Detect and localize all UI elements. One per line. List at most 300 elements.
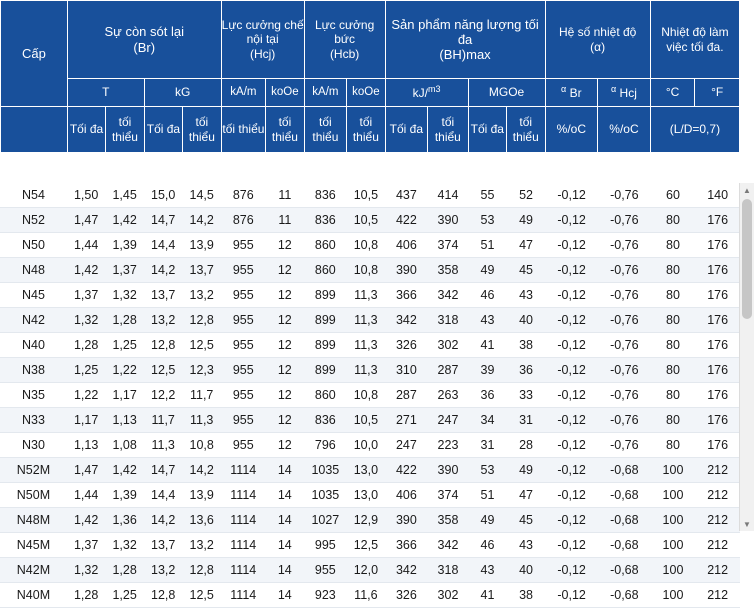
cell-hcb_kam: 836: [304, 183, 347, 208]
cell-hcb_kam: 899: [304, 358, 347, 383]
table-row: [0, 508, 740, 533]
cell-br_t_max: 1,32: [67, 308, 106, 333]
cell-grade: N54: [0, 183, 67, 208]
header-minmax-kj-min: tối thiểu: [428, 107, 468, 153]
cell-bh_kj_min: 390: [428, 458, 469, 483]
cell-br_kg_min: 11,3: [182, 408, 221, 433]
cell-bh_mg_min: 45: [507, 508, 546, 533]
header-group-hcb-line2: (Hcb): [329, 46, 360, 61]
cell-a_br: -0,12: [545, 383, 598, 408]
cell-hcb_kooe: 12,0: [347, 558, 386, 583]
table-row: [0, 283, 740, 308]
cell-a_br: -0,12: [545, 258, 598, 283]
cell-bh_kj_max: 342: [385, 308, 428, 333]
cell-bh_kj_max: 310: [385, 358, 428, 383]
cell-a_hcj: -0,76: [598, 283, 651, 308]
cell-bh_mg_max: 51: [468, 233, 507, 258]
cell-br_t_min: 1,28: [105, 308, 144, 333]
table-body-scroll-area[interactable]: [0, 183, 754, 602]
cell-br_kg_max: 14,7: [144, 458, 183, 483]
header-group-temp-line1: Nhiệt độ làm việc tối đa.: [661, 25, 729, 54]
header-minmax-hcj-kam: tối thiểu: [221, 107, 266, 153]
cell-bh_kj_max: 366: [385, 283, 428, 308]
cell-br_t_min: 1,39: [105, 233, 144, 258]
cell-bh_kj_min: 223: [428, 433, 469, 458]
cell-tf: 176: [695, 433, 740, 458]
cell-br_kg_max: 14,7: [144, 208, 183, 233]
cell-tc: 80: [651, 283, 696, 308]
cell-br_t_min: 1,32: [105, 283, 144, 308]
cell-hcb_kam: 860: [304, 383, 347, 408]
cell-grade: N30: [0, 433, 67, 458]
cell-a_hcj: -0,76: [598, 433, 651, 458]
cell-a_br: -0,12: [545, 208, 598, 233]
cell-bh_mg_min: 45: [507, 258, 546, 283]
header-minmax-kj-max: Tối đa: [385, 107, 428, 153]
cell-a_br: -0,12: [545, 358, 598, 383]
cell-br_kg_max: 11,3: [144, 433, 183, 458]
cell-hcj_kooe: 14: [266, 483, 305, 508]
cell-hcj_kam: 955: [221, 358, 266, 383]
cell-a_hcj: -0,76: [598, 333, 651, 358]
cell-hcj_kam: 1114: [221, 533, 266, 558]
cell-bh_mg_max: 36: [468, 383, 507, 408]
cell-bh_kj_max: 422: [385, 208, 428, 233]
cell-br_t_min: 1,39: [105, 483, 144, 508]
cell-hcj_kam: 955: [221, 308, 266, 333]
cell-br_t_max: 1,37: [67, 283, 106, 308]
table-row: [0, 208, 740, 233]
cell-bh_kj_max: 437: [385, 183, 428, 208]
header-unit-hcj-kooe: koOe: [266, 79, 304, 107]
cell-bh_mg_max: 43: [468, 308, 507, 333]
cell-grade: N48M: [0, 508, 67, 533]
cell-tc: 100: [651, 508, 696, 533]
table-row: [0, 483, 740, 508]
cell-bh_mg_min: 40: [507, 558, 546, 583]
cell-hcb_kooe: 10,8: [347, 233, 386, 258]
header-unit-fahrenheit: °F: [695, 79, 740, 107]
header-minmax-mg-max: Tối đa: [468, 107, 506, 153]
cell-tf: 176: [695, 208, 740, 233]
cell-hcj_kam: 955: [221, 383, 266, 408]
cell-br_t_min: 1,25: [105, 583, 144, 608]
cell-br_kg_min: 12,8: [182, 558, 221, 583]
cell-tf: 176: [695, 333, 740, 358]
cell-hcj_kam: 1114: [221, 583, 266, 608]
table-row: [0, 433, 740, 458]
cell-br_t_max: 1,42: [67, 508, 106, 533]
cell-br_kg_max: 12,8: [144, 583, 183, 608]
cell-hcj_kam: 955: [221, 233, 266, 258]
cell-bh_mg_max: 41: [468, 583, 507, 608]
scrollbar-thumb[interactable]: [742, 199, 752, 319]
cell-tf: 212: [695, 533, 740, 558]
cell-hcj_kooe: 14: [266, 508, 305, 533]
cell-br_kg_min: 12,3: [182, 358, 221, 383]
cell-a_hcj: -0,76: [598, 208, 651, 233]
cell-br_kg_max: 12,2: [144, 383, 183, 408]
cell-br_kg_min: 12,8: [182, 308, 221, 333]
cell-bh_kj_max: 271: [385, 408, 428, 433]
header-minmax-br-kg-min: tối thiểu: [183, 107, 221, 153]
cell-br_t_min: 1,42: [105, 208, 144, 233]
header-unit-kj-label: kJ/: [412, 86, 428, 101]
header-unit-alpha-br: $^\alpha$ Br: [545, 79, 598, 107]
table-row: [0, 383, 740, 408]
cell-br_t_max: 1,22: [67, 383, 106, 408]
cell-a_hcj: -0,68: [598, 583, 651, 608]
header-grade: Cấp: [1, 1, 68, 107]
table-row: [0, 233, 740, 258]
cell-hcb_kooe: 10,5: [347, 183, 386, 208]
cell-bh_kj_min: 302: [428, 583, 469, 608]
cell-bh_kj_max: 326: [385, 333, 428, 358]
cell-br_kg_max: 13,2: [144, 558, 183, 583]
cell-br_t_min: 1,28: [105, 558, 144, 583]
header-group-temp: [650, 1, 739, 79]
cell-hcj_kooe: 11: [266, 183, 305, 208]
cell-hcj_kooe: 12: [266, 433, 305, 458]
cell-a_br: -0,12: [545, 308, 598, 333]
header-minmax-hcb-kam: tối thiểu: [304, 107, 347, 153]
header-minmax-br-kg-max: Tối đa: [144, 107, 182, 153]
cell-tf: 176: [695, 383, 740, 408]
cell-br_kg_min: 14,5: [182, 183, 221, 208]
scroll-down-arrow-icon[interactable]: ▼: [740, 517, 754, 531]
cell-grade: N45M: [0, 533, 67, 558]
cell-br_t_min: 1,45: [105, 183, 144, 208]
cell-bh_mg_max: 39: [468, 358, 507, 383]
cell-a_br: -0,12: [545, 583, 598, 608]
cell-br_t_min: 1,36: [105, 508, 144, 533]
cell-a_br: -0,12: [545, 458, 598, 483]
cell-hcj_kooe: 12: [266, 333, 305, 358]
cell-hcb_kooe: 11,3: [347, 283, 386, 308]
cell-a_br: -0,12: [545, 533, 598, 558]
header-group-bhmax-line2: (BH)max: [439, 47, 491, 63]
cell-br_t_max: 1,44: [67, 233, 106, 258]
cell-bh_kj_min: 358: [428, 258, 469, 283]
cell-hcj_kam: 876: [221, 208, 266, 233]
cell-bh_mg_max: 46: [468, 283, 507, 308]
cell-tc: 100: [651, 458, 696, 483]
header-group-br: [67, 1, 221, 79]
cell-bh_mg_min: 43: [507, 283, 546, 308]
cell-hcb_kam: 1035: [304, 483, 347, 508]
cell-hcj_kam: 955: [221, 433, 266, 458]
cell-tf: 176: [695, 233, 740, 258]
cell-bh_mg_max: 46: [468, 533, 507, 558]
cell-bh_kj_min: 390: [428, 208, 469, 233]
vertical-scrollbar[interactable]: [739, 183, 754, 531]
header-minmax-alpha-br-unit: %/oC: [545, 107, 598, 153]
header-minmax-alpha-hcj-unit: %/oC: [598, 107, 651, 153]
header-unit-alpha-hcj: $^\alpha$ Hcj: [598, 79, 651, 107]
cell-bh_mg_max: 55: [468, 183, 507, 208]
cell-hcj_kooe: 12: [266, 308, 305, 333]
cell-a_br: -0,12: [545, 333, 598, 358]
cell-bh_mg_max: 31: [468, 433, 507, 458]
cell-grade: N52: [0, 208, 67, 233]
header-group-alpha-line1: Hệ số nhiệt độ: [558, 25, 637, 40]
cell-hcb_kam: 899: [304, 283, 347, 308]
cell-br_t_max: 1,28: [67, 583, 106, 608]
cell-grade: N38: [0, 358, 67, 383]
cell-hcb_kam: 860: [304, 258, 347, 283]
cell-hcj_kooe: 12: [266, 358, 305, 383]
cell-br_kg_min: 11,7: [182, 383, 221, 408]
cell-bh_kj_max: 366: [385, 533, 428, 558]
cell-tc: 80: [651, 333, 696, 358]
cell-tf: 212: [695, 508, 740, 533]
cell-bh_kj_min: 318: [428, 308, 469, 333]
cell-br_kg_max: 15,0: [144, 183, 183, 208]
cell-hcb_kooe: 12,5: [347, 533, 386, 558]
header-unit-kj: [385, 79, 468, 107]
cell-grade: N52M: [0, 458, 67, 483]
header-minmax-mg-min: tối thiểu: [507, 107, 545, 153]
cell-bh_mg_max: 53: [468, 458, 507, 483]
cell-br_kg_min: 13,7: [182, 258, 221, 283]
header-unit-hcb-kooe: koOe: [347, 79, 385, 107]
cell-bh_mg_min: 52: [507, 183, 546, 208]
cell-br_kg_min: 12,5: [182, 333, 221, 358]
cell-a_br: -0,12: [545, 483, 598, 508]
header-unit-hcb-kam: kA/m: [304, 79, 347, 107]
header-minmax-br-t-max: Tối đa: [67, 107, 105, 153]
header-minmax-br-t-min: tối thiểu: [106, 107, 144, 153]
cell-br_kg_max: 14,2: [144, 258, 183, 283]
cell-bh_kj_min: 374: [428, 483, 469, 508]
cell-hcb_kam: 860: [304, 233, 347, 258]
cell-bh_mg_min: 49: [507, 458, 546, 483]
cell-hcb_kam: 955: [304, 558, 347, 583]
cell-bh_mg_max: 41: [468, 333, 507, 358]
cell-bh_mg_max: 49: [468, 258, 507, 283]
cell-br_kg_max: 13,7: [144, 283, 183, 308]
cell-hcj_kam: 1114: [221, 558, 266, 583]
cell-tc: 100: [651, 533, 696, 558]
cell-grade: N42: [0, 308, 67, 333]
header-group-bhmax: [385, 1, 545, 79]
cell-a_hcj: -0,76: [598, 408, 651, 433]
cell-br_kg_min: 13,9: [182, 233, 221, 258]
cell-a_hcj: -0,68: [598, 558, 651, 583]
cell-a_hcj: -0,68: [598, 458, 651, 483]
cell-tf: 176: [695, 308, 740, 333]
cell-tf: 176: [695, 358, 740, 383]
cell-tc: 80: [651, 433, 696, 458]
cell-tc: 80: [651, 233, 696, 258]
cell-br_t_min: 1,22: [105, 358, 144, 383]
cell-hcj_kooe: 14: [266, 558, 305, 583]
cell-br_t_min: 1,13: [105, 408, 144, 433]
cell-tc: 100: [651, 558, 696, 583]
cell-bh_mg_min: 38: [507, 333, 546, 358]
cell-a_br: -0,12: [545, 283, 598, 308]
cell-tc: 80: [651, 208, 696, 233]
cell-tf: 212: [695, 458, 740, 483]
cell-a_hcj: -0,76: [598, 258, 651, 283]
cell-grade: N40M: [0, 583, 67, 608]
cell-br_t_min: 1,37: [105, 258, 144, 283]
cell-hcb_kooe: 13,0: [347, 458, 386, 483]
table-row: [0, 258, 740, 283]
cell-hcb_kooe: 11,3: [347, 333, 386, 358]
cell-bh_mg_min: 40: [507, 308, 546, 333]
cell-hcb_kooe: 11,3: [347, 358, 386, 383]
cell-br_kg_max: 13,7: [144, 533, 183, 558]
cell-hcj_kooe: 12: [266, 383, 305, 408]
cell-hcj_kooe: 12: [266, 283, 305, 308]
header-group-bhmax-line1: Sản phẩm năng lượng tối đa: [391, 16, 539, 47]
cell-bh_mg_min: 38: [507, 583, 546, 608]
cell-a_hcj: -0,76: [598, 233, 651, 258]
cell-hcj_kooe: 14: [266, 533, 305, 558]
cell-br_t_max: 1,28: [67, 333, 106, 358]
cell-br_kg_max: 13,2: [144, 308, 183, 333]
cell-grade: N40: [0, 333, 67, 358]
cell-br_t_min: 1,32: [105, 533, 144, 558]
header-unit-t: T: [67, 79, 144, 107]
cell-bh_kj_max: 390: [385, 258, 428, 283]
cell-a_br: -0,12: [545, 508, 598, 533]
cell-bh_kj_min: 342: [428, 533, 469, 558]
cell-tc: 60: [651, 183, 696, 208]
cell-hcj_kam: 955: [221, 283, 266, 308]
cell-bh_kj_max: 342: [385, 558, 428, 583]
cell-a_br: -0,12: [545, 408, 598, 433]
cell-grade: N35: [0, 383, 67, 408]
cell-br_t_max: 1,50: [67, 183, 106, 208]
cell-hcj_kam: 955: [221, 408, 266, 433]
cell-hcb_kooe: 10,0: [347, 433, 386, 458]
header-group-hcj: [221, 1, 304, 79]
header-group-hcb: [304, 1, 385, 79]
cell-bh_kj_max: 390: [385, 508, 428, 533]
cell-a_br: -0,12: [545, 558, 598, 583]
cell-a_br: -0,12: [545, 183, 598, 208]
cell-hcj_kam: 955: [221, 258, 266, 283]
header-group-hcj-line1: Lực cưởng chế nội tại: [221, 18, 304, 47]
header-group-hcb-line1: Lực cưởng bức: [314, 18, 375, 47]
cell-br_kg_min: 10,8: [182, 433, 221, 458]
cell-tc: 100: [651, 483, 696, 508]
table-row: [0, 408, 740, 433]
cell-hcj_kooe: 12: [266, 233, 305, 258]
scroll-up-arrow-icon[interactable]: ▲: [740, 183, 754, 197]
cell-br_t_min: 1,08: [105, 433, 144, 458]
header-unit-kj-sup: m3: [428, 84, 441, 95]
cell-grade: N50M: [0, 483, 67, 508]
cell-tf: 212: [695, 558, 740, 583]
cell-hcj_kooe: 12: [266, 408, 305, 433]
cell-tf: 212: [695, 583, 740, 608]
table-header: [0, 0, 740, 153]
cell-bh_mg_max: 53: [468, 208, 507, 233]
cell-hcb_kooe: 11,6: [347, 583, 386, 608]
cell-hcb_kooe: 10,5: [347, 208, 386, 233]
cell-br_t_max: 1,17: [67, 408, 106, 433]
cell-hcj_kam: 1114: [221, 458, 266, 483]
cell-br_t_max: 1,25: [67, 358, 106, 383]
cell-hcj_kam: 1114: [221, 508, 266, 533]
cell-br_t_max: 1,13: [67, 433, 106, 458]
cell-grade: N42M: [0, 558, 67, 583]
table-row: [0, 583, 740, 608]
cell-tc: 80: [651, 308, 696, 333]
header-minmax-ld-ratio: (L/D=0,7): [650, 107, 739, 153]
header-group-alpha-line2: (α): [590, 39, 606, 54]
cell-br_kg_max: 14,2: [144, 508, 183, 533]
cell-hcb_kam: 836: [304, 408, 347, 433]
cell-bh_kj_min: 302: [428, 333, 469, 358]
cell-a_br: -0,12: [545, 433, 598, 458]
cell-bh_kj_max: 406: [385, 483, 428, 508]
header-unit-celsius: °C: [650, 79, 695, 107]
cell-hcb_kam: 995: [304, 533, 347, 558]
cell-br_kg_min: 13,6: [182, 508, 221, 533]
cell-grade: N48: [0, 258, 67, 283]
cell-tc: 80: [651, 383, 696, 408]
cell-hcj_kooe: 14: [266, 458, 305, 483]
cell-br_kg_min: 13,2: [182, 283, 221, 308]
table-row: [0, 533, 740, 558]
cell-a_hcj: -0,76: [598, 183, 651, 208]
cell-bh_mg_min: 28: [507, 433, 546, 458]
cell-br_t_max: 1,44: [67, 483, 106, 508]
table-row: [0, 183, 740, 208]
cell-bh_kj_min: 374: [428, 233, 469, 258]
cell-bh_mg_min: 33: [507, 383, 546, 408]
table-row: [0, 458, 740, 483]
cell-tf: 176: [695, 408, 740, 433]
cell-tc: 80: [651, 358, 696, 383]
cell-tc: 100: [651, 583, 696, 608]
header-unit-kg: kG: [144, 79, 221, 107]
cell-bh_mg_min: 31: [507, 408, 546, 433]
cell-br_kg_max: 12,8: [144, 333, 183, 358]
cell-br_kg_max: 11,7: [144, 408, 183, 433]
cell-hcj_kooe: 11: [266, 208, 305, 233]
cell-grade: N33: [0, 408, 67, 433]
cell-a_hcj: -0,76: [598, 308, 651, 333]
cell-hcj_kooe: 12: [266, 258, 305, 283]
cell-tf: 140: [695, 183, 740, 208]
cell-br_kg_min: 12,5: [182, 583, 221, 608]
cell-hcj_kam: 876: [221, 183, 266, 208]
cell-br_t_max: 1,47: [67, 458, 106, 483]
cell-a_hcj: -0,76: [598, 358, 651, 383]
table-row: [0, 308, 740, 333]
cell-bh_mg_max: 49: [468, 508, 507, 533]
table-row: [0, 358, 740, 383]
cell-hcb_kooe: 10,5: [347, 408, 386, 433]
cell-hcb_kam: 1035: [304, 458, 347, 483]
cell-bh_mg_max: 34: [468, 408, 507, 433]
table-row: [0, 333, 740, 358]
cell-bh_kj_max: 406: [385, 233, 428, 258]
cell-bh_kj_max: 326: [385, 583, 428, 608]
cell-grade: N45: [0, 283, 67, 308]
cell-br_kg_min: 14,2: [182, 458, 221, 483]
cell-a_br: -0,12: [545, 233, 598, 258]
header-group-br-line1: Sự còn sót lại: [104, 24, 184, 40]
cell-hcb_kooe: 10,8: [347, 258, 386, 283]
cell-tf: 176: [695, 283, 740, 308]
cell-br_t_max: 1,37: [67, 533, 106, 558]
